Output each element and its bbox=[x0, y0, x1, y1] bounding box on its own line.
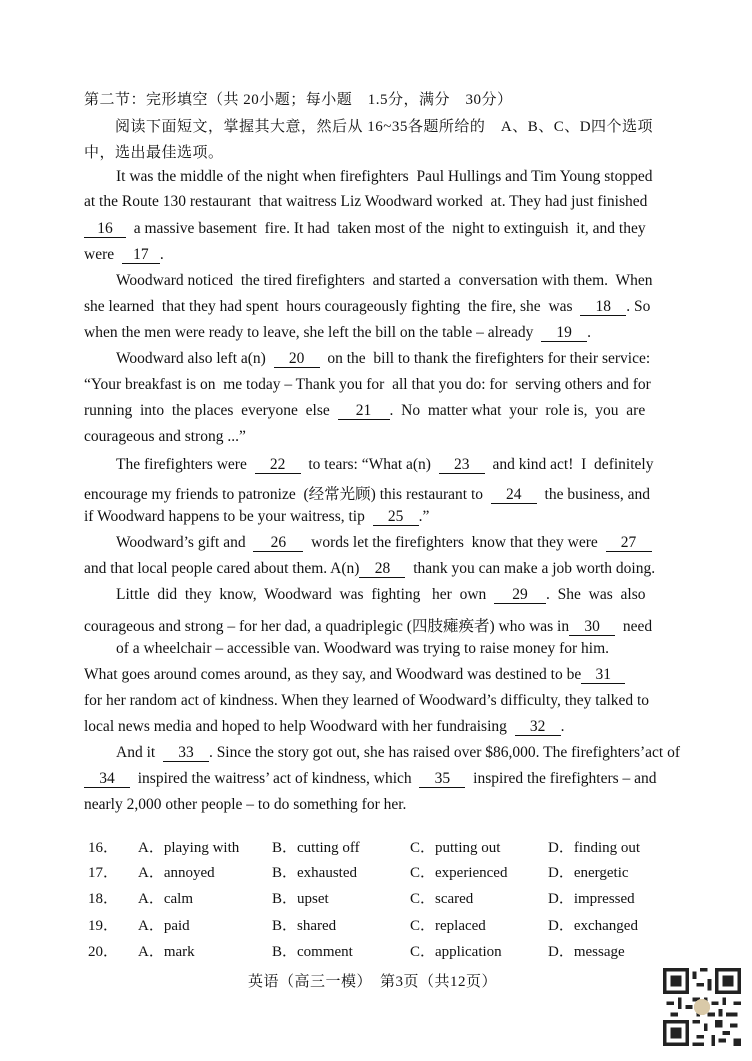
passage-line bbox=[116, 586, 645, 604]
option-c: C．application bbox=[410, 944, 502, 960]
passage-line bbox=[84, 428, 246, 446]
option-d: D．finding out bbox=[548, 840, 641, 856]
passage-line bbox=[84, 614, 652, 636]
blank-22: 22 bbox=[255, 457, 301, 474]
blank-21: 21 bbox=[338, 403, 390, 420]
passage-text: were bbox=[84, 246, 122, 263]
instruction: 阅读下面短文，掌握其大意，然后从 16~35各题所给的 A、B、C、D四个选项中，选出最佳选项。 bbox=[84, 119, 654, 161]
blank-26: 26 bbox=[253, 535, 303, 552]
option-b: B．upset bbox=[272, 891, 329, 907]
blank-24: 24 bbox=[491, 487, 537, 504]
passage-text: thank you can make a job worth doing. bbox=[405, 560, 656, 577]
passage-line bbox=[116, 272, 653, 290]
blank-34: 34 bbox=[84, 771, 130, 788]
blank-31: 31 bbox=[581, 667, 625, 684]
passage-text: It was the middle of the night when firefighters Paul Hullings and Tim Young stopped bbox=[116, 168, 653, 185]
option-number: 17． bbox=[88, 865, 119, 881]
option-a: A．playing with bbox=[138, 840, 240, 856]
passage-text: at the Route 130 restaurant that waitress Liz Woodward worked at. They had just finished bbox=[84, 193, 648, 210]
passage-line bbox=[84, 482, 650, 504]
blank-28: 28 bbox=[359, 561, 405, 578]
passage-line bbox=[84, 692, 649, 710]
option-c: C．replaced bbox=[410, 918, 486, 934]
passage-text: courageous and strong – for her dad, a quadriplegic (四肢瘫痪者) who was in bbox=[84, 618, 570, 635]
passage-text: on the bill to thank the firefighters for their service: bbox=[319, 350, 651, 367]
passage-text: for her random act of kindness. When they learned of Woodward’s difficulty, they talked to bbox=[84, 692, 650, 709]
passage-text: when the men were ready to leave, she left the bill on the table – already bbox=[84, 324, 542, 341]
passage-line bbox=[116, 640, 609, 658]
passage-text: The firefighters were bbox=[116, 456, 255, 473]
passage-text: inspired the waitress’ act of kindness, which bbox=[130, 770, 420, 787]
passage-text: What goes around comes around, as they say, and Woodward was destined to be bbox=[84, 666, 582, 683]
blank-29: 29 bbox=[494, 587, 546, 604]
passage-text: to tears: “What a(n) bbox=[300, 456, 439, 473]
passage-text: words let the firefighters know that they were bbox=[303, 534, 606, 551]
passage-line bbox=[84, 220, 646, 238]
option-d: D．impressed bbox=[548, 891, 635, 907]
passage-text: inspired the firefighters – and bbox=[465, 770, 657, 787]
blank-33: 33 bbox=[163, 745, 209, 762]
passage-line bbox=[84, 246, 164, 264]
option-b: B．shared bbox=[272, 918, 337, 934]
passage-text: nearly 2,000 other people – to do something for her. bbox=[84, 796, 407, 813]
blank-20: 20 bbox=[274, 351, 320, 368]
passage-line bbox=[84, 770, 657, 788]
passage-text: running into the places everyone else bbox=[84, 402, 338, 419]
option-a: A．paid bbox=[138, 918, 190, 934]
passage-line bbox=[84, 718, 565, 736]
blank-23: 23 bbox=[439, 457, 485, 474]
section-title: 第二节：完形填空（共 20小题；每小题 1.5分，满分 30分） bbox=[84, 92, 513, 108]
passage-text: local news media and hoped to help Woodward with her fundraising bbox=[84, 718, 515, 735]
blank-17: 17 bbox=[122, 247, 160, 264]
option-a: A．calm bbox=[138, 891, 193, 907]
option-d: D．energetic bbox=[548, 865, 629, 881]
option-b: B．cutting off bbox=[272, 840, 360, 856]
option-number: 20． bbox=[88, 944, 119, 960]
passage-text: . No matter what your role is, you are bbox=[389, 402, 646, 419]
passage-text: of a wheelchair – accessible van. Woodward was trying to raise money for him. bbox=[116, 640, 610, 657]
passage-text: . Since the story got out, she has raised over $86,000. The firefighters’act of bbox=[208, 744, 680, 761]
option-a: A．annoyed bbox=[138, 865, 215, 881]
passage-text: . bbox=[587, 324, 591, 341]
passage-text: Little did they know, Woodward was fighting her own bbox=[116, 586, 495, 603]
passage-line bbox=[84, 508, 429, 526]
option-c: C．putting out bbox=[410, 840, 501, 856]
option-c: C．scared bbox=[410, 891, 474, 907]
passage-text: Woodward’s gift and bbox=[116, 534, 254, 551]
blank-27: 27 bbox=[606, 535, 652, 552]
passage-text: Woodward noticed the tired firefighters and started a conversation with them. When bbox=[116, 272, 653, 289]
passage-text: . bbox=[560, 718, 565, 735]
passage-line bbox=[84, 376, 651, 394]
passage-text: need bbox=[615, 618, 653, 635]
passage-line bbox=[116, 168, 652, 186]
passage-text: And it bbox=[116, 744, 163, 761]
passage-line bbox=[84, 324, 591, 342]
option-a: A．mark bbox=[138, 944, 195, 960]
blank-18: 18 bbox=[580, 299, 626, 316]
passage-line bbox=[84, 298, 650, 316]
passage-line bbox=[84, 402, 645, 420]
blank-19: 19 bbox=[541, 325, 587, 342]
blank-35: 35 bbox=[419, 771, 465, 788]
passage-text: and kind act! I definitely bbox=[484, 456, 654, 473]
passage-line bbox=[116, 456, 653, 474]
option-d: D．exchanged bbox=[548, 918, 638, 934]
option-number: 19． bbox=[88, 918, 119, 934]
option-b: B．comment bbox=[272, 944, 353, 960]
option-d: D．message bbox=[548, 944, 625, 960]
passage-text: . bbox=[159, 246, 164, 263]
passage-text: if Woodward happens to be your waitress, tip bbox=[84, 508, 373, 525]
passage-line bbox=[116, 350, 650, 368]
passage-text: courageous and strong ...” bbox=[84, 428, 246, 445]
passage-line bbox=[84, 193, 647, 211]
passage-text: a massive basement fire. It had taken most of the night to extinguish it, and they bbox=[126, 220, 646, 237]
qr-code-icon bbox=[663, 968, 741, 1046]
passage-text: Woodward also left a(n) bbox=[116, 350, 274, 367]
passage-text: the business, and bbox=[536, 486, 650, 503]
passage-text: .” bbox=[418, 508, 430, 525]
passage-text: she learned that they had spent hours courageously fighting the fire, she was bbox=[84, 298, 581, 315]
passage-text: encourage my friends to patronize (经常光顾) this restaurant to bbox=[84, 486, 491, 503]
passage-text: . She was also bbox=[546, 586, 646, 603]
passage-line bbox=[116, 534, 652, 552]
passage-text: . So bbox=[626, 298, 651, 315]
page-footer: 英语（高三一模） 第3页（共12页） bbox=[248, 974, 498, 990]
blank-30: 30 bbox=[569, 619, 615, 636]
blank-25: 25 bbox=[373, 509, 419, 526]
passage-line bbox=[84, 666, 625, 684]
option-b: B．exhausted bbox=[272, 865, 357, 881]
blank-16: 16 bbox=[84, 221, 126, 238]
passage-text: and that local people cared about them. A(n) bbox=[84, 560, 360, 577]
option-number: 16． bbox=[88, 840, 119, 856]
passage-line bbox=[84, 796, 406, 814]
passage-line bbox=[84, 560, 655, 578]
blank-32: 32 bbox=[515, 719, 561, 736]
option-c: C．experienced bbox=[410, 865, 508, 881]
option-number: 18． bbox=[88, 891, 119, 907]
passage-line bbox=[116, 744, 680, 762]
passage-text: “Your breakfast is on me today – Thank you for all that you do: for serving others and for bbox=[84, 376, 651, 393]
